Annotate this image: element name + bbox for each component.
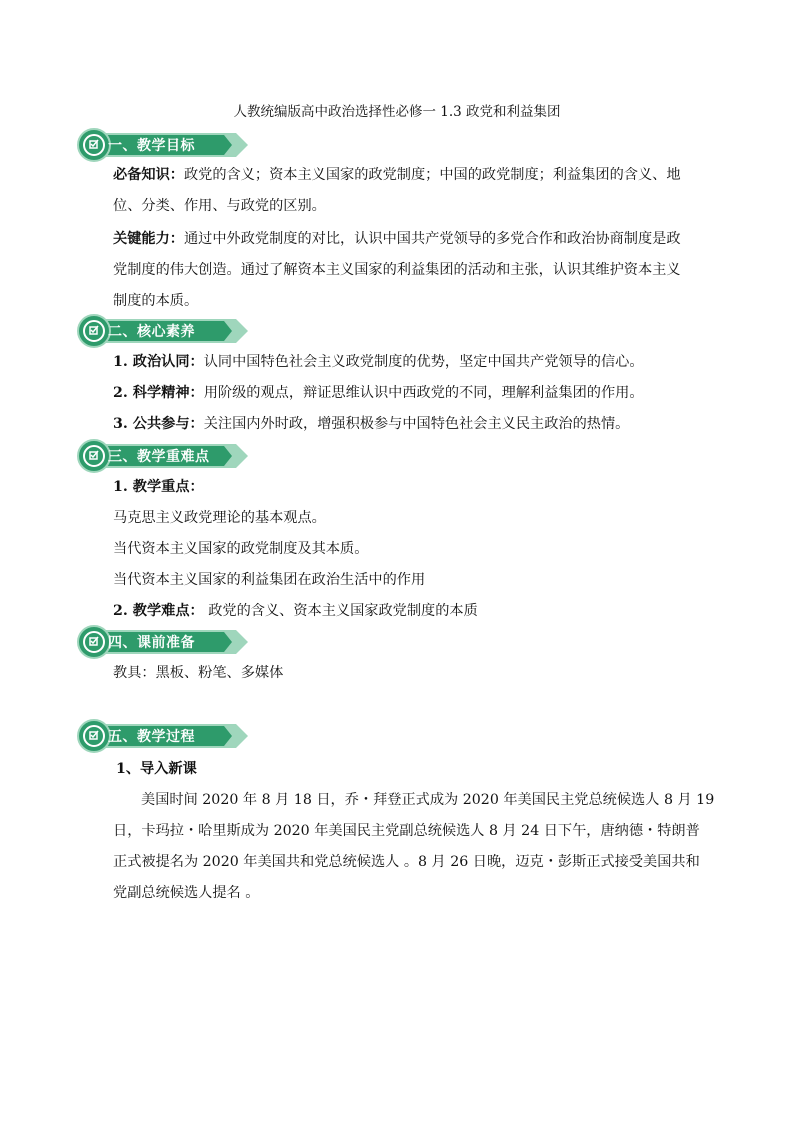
- intro-sub-heading: 1、导入新课: [116, 761, 197, 777]
- ability-label: 关键能力：: [113, 231, 184, 247]
- literacy-item-3: [113, 414, 629, 434]
- section-heading: 二、核心素养: [108, 324, 195, 340]
- ability-line-3: 制度的本质。: [113, 293, 199, 309]
- ability-text: 通过中外政党制度的对比，认识中国共产党领导的多党合作和政治协商制度是政: [183, 231, 681, 247]
- section-heading: 四、课前准备: [108, 635, 195, 651]
- key-point-2: 当代资本主义国家的政党制度及其本质。: [113, 541, 369, 557]
- literacy-item-1: [113, 352, 644, 372]
- literacy-label: 3. 公共参与：: [113, 416, 204, 432]
- document-title: 人教统编版高中政治选择性必修一 1.3 政党和利益集团: [233, 104, 561, 120]
- key-point-3: 当代资本主义国家的利益集团在政治生活中的作用: [113, 572, 426, 588]
- literacy-label: 1. 政治认同：: [113, 354, 204, 370]
- knowledge-line-1: [113, 165, 681, 185]
- intro-para-line-3: 正式被提名为 2020 年美国共和党总统候选人 。8 月 26 日晚，迈克・彭斯正式接受美国共和: [113, 854, 700, 870]
- literacy-label: 2. 科学精神：: [113, 385, 204, 401]
- difficulty-line: [113, 601, 478, 621]
- section-banner-3: [76, 436, 256, 476]
- section-heading: 三、教学重难点: [108, 449, 210, 465]
- ability-line-1: [113, 229, 681, 249]
- difficulty-text: 政党的含义、资本主义国家政党制度的本质: [208, 603, 478, 619]
- ability-line-2: 党制度的伟大创造。通过了解资本主义国家的利益集团的活动和主张，认识其维护资本主义: [113, 262, 681, 278]
- knowledge-text: 政党的含义；资本主义国家的政党制度；中国的政党制度；利益集团的含义、地: [183, 167, 681, 183]
- intro-para-line-2: 日，卡玛拉・哈里斯成为 2020 年美国民主党副总统候选人 8 月 24 日下午，唐纳德・特朗普: [113, 823, 700, 839]
- section-banner-1: [76, 125, 256, 165]
- key-points-label: 1. 教学重点：: [113, 479, 204, 495]
- section-heading: 一、教学目标: [108, 138, 195, 154]
- teaching-tools: 教具：黑板、粉笔、多媒体: [113, 665, 284, 681]
- section-banner-4: [76, 622, 256, 662]
- knowledge-line-2: 位、分类、作用、与政党的区别。: [113, 198, 326, 214]
- section-heading: 五、教学过程: [108, 729, 195, 745]
- literacy-text: 认同中国特色社会主义政党制度的优势，坚定中国共产党领导的信心。: [203, 354, 644, 370]
- section-banner-5: [76, 716, 256, 756]
- intro-para-line-4: 党副总统候选人提名 。: [113, 885, 260, 901]
- literacy-item-2: [113, 383, 644, 403]
- section-banner-2: [76, 311, 256, 351]
- difficulty-label: 2. 教学难点：: [113, 603, 204, 619]
- key-point-1: 马克思主义政党理论的基本观点。: [113, 510, 326, 526]
- intro-para-line-1: 美国时间 2020 年 8 月 18 日，乔・拜登正式成为 2020 年美国民主党总统候选人 8 月 19: [141, 792, 715, 808]
- knowledge-label: 必备知识：: [113, 167, 184, 183]
- literacy-text: 用阶级的观点，辩证思维认识中西政党的不同，理解利益集团的作用。: [203, 385, 644, 401]
- literacy-text: 关注国内外时政，增强积极参与中国特色社会主义民主政治的热情。: [203, 416, 630, 432]
